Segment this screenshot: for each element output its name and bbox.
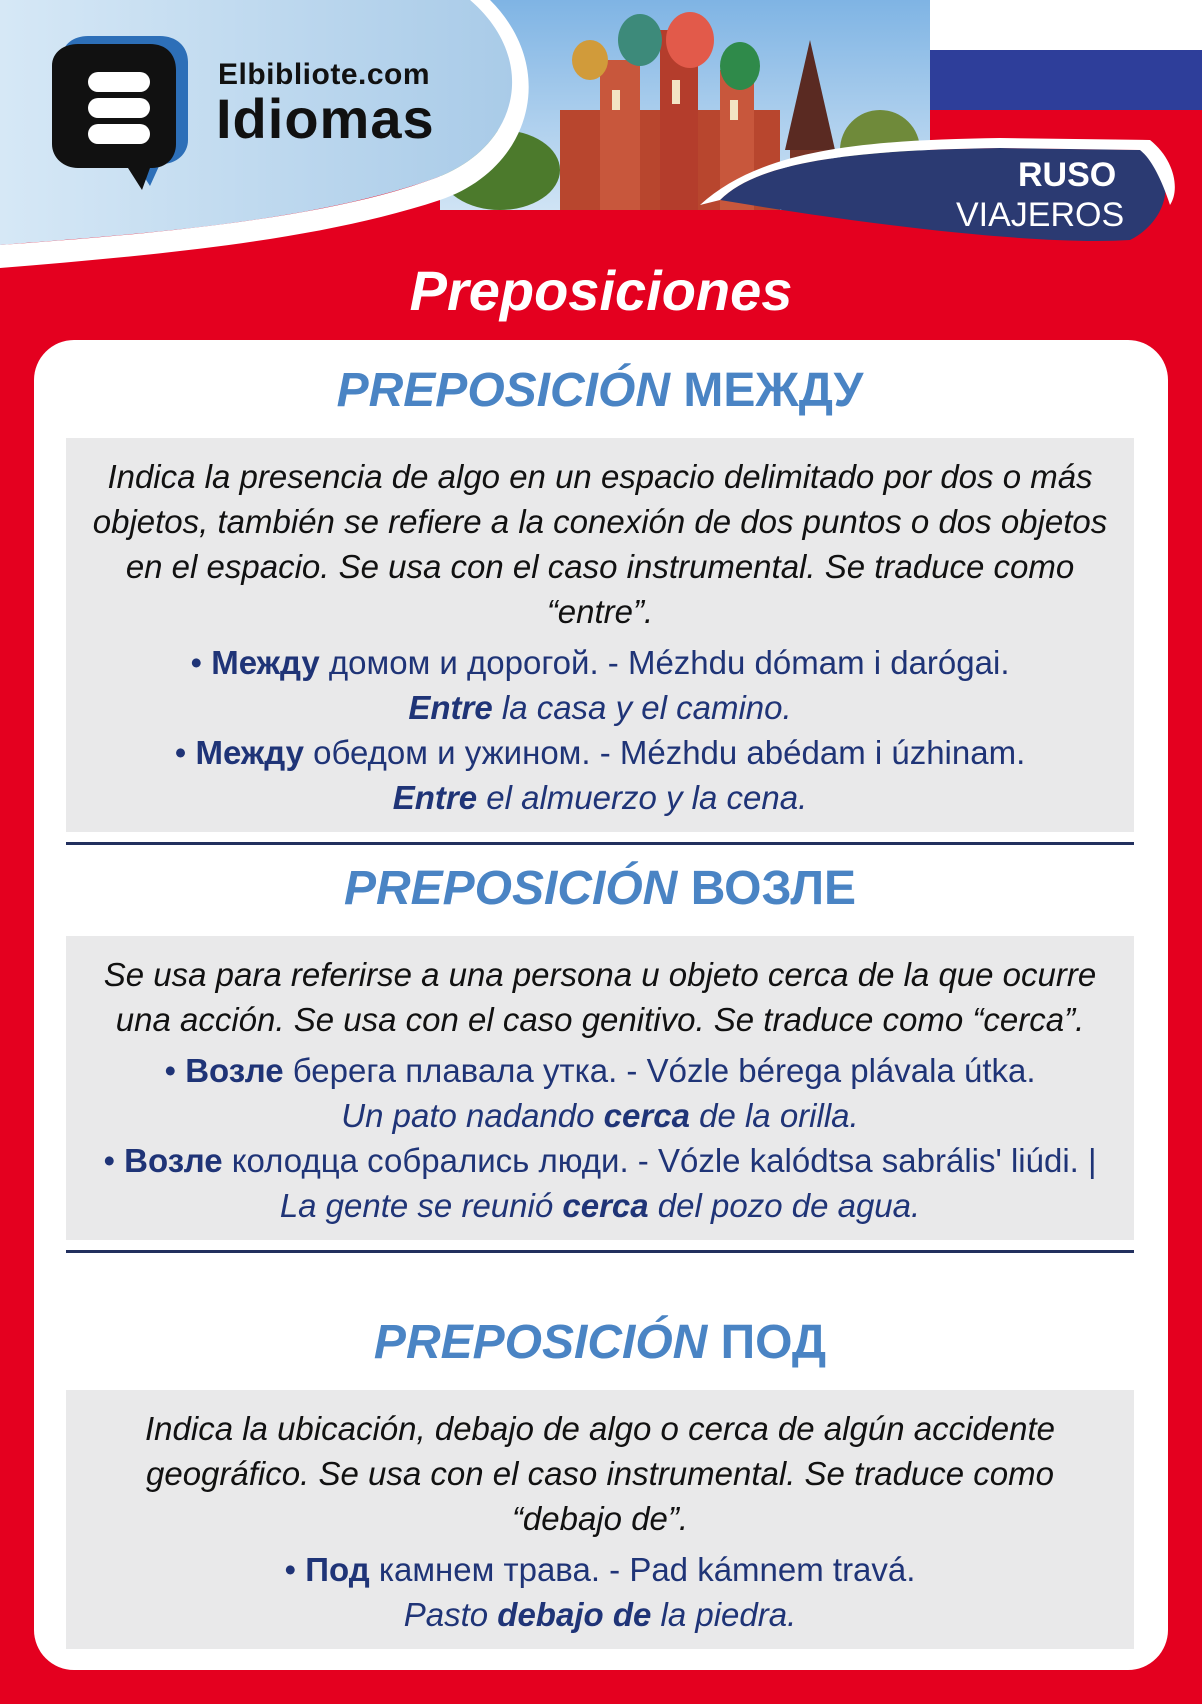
example-ru: берега плавала утка. — [292, 1052, 618, 1089]
section-label: PREPOSICIÓN — [373, 1316, 708, 1369]
translation-bold: Entre — [408, 689, 493, 726]
translation-post: del pozo de agua. — [648, 1187, 921, 1224]
section-label: PREPOSICIÓN — [336, 364, 671, 417]
example-ru: домом и дорогой. — [328, 644, 599, 681]
translation-bold: debajo de — [497, 1596, 652, 1633]
translation-post: de la orilla. — [689, 1097, 859, 1134]
bullet: • — [174, 734, 187, 771]
example-translit: Vózle kalódtsa sabrális' liúdi. | — [657, 1142, 1097, 1179]
example-ru-bold: Возле — [185, 1052, 284, 1089]
example-separator: - — [590, 734, 620, 771]
section-word: ВОЗЛЕ — [690, 862, 857, 915]
example-item — [90, 1138, 1110, 1228]
bullet: • — [164, 1052, 177, 1089]
example-item — [90, 730, 1110, 820]
example-ru-bold: Между — [211, 644, 320, 681]
section-box — [66, 936, 1134, 1240]
example-ru-bold: Между — [195, 734, 304, 771]
example-translit: Pad kámnem travá. — [629, 1551, 916, 1588]
language-tag: RUSO — [1018, 156, 1117, 194]
section-description: Indica la presencia de algo en un espacio delimitado por dos o más objetos, también se refiere a la conexión de dos puntos o dos objetos en el espacio. Se usa con el caso instrumental. Se traduce como “entre”. — [92, 458, 1108, 630]
example-separator: - — [599, 1551, 630, 1588]
section-word: ПОД — [720, 1316, 827, 1369]
section-divider — [66, 1250, 1134, 1253]
section-box — [66, 1390, 1134, 1649]
section-box — [66, 438, 1134, 832]
translation-bold: Entre — [392, 779, 478, 816]
section-title — [66, 854, 1134, 924]
example-translation — [341, 1097, 858, 1134]
example-ru: колодца собрались люди. — [231, 1142, 629, 1179]
bullet: • — [190, 644, 203, 681]
page-title: Preposiciones — [409, 259, 793, 322]
translation-bold: cerca — [603, 1097, 690, 1134]
content-card — [34, 340, 1168, 1670]
section-divider — [66, 842, 1134, 845]
section-description: Se usa para referirse a una persona u objeto cerca de la que ocurre una acción. Se usa con el caso genitivo. Se traduce como “cerca”. — [103, 956, 1097, 1038]
translation-bold: cerca — [562, 1187, 649, 1224]
example-translation — [404, 1596, 797, 1633]
example-translit: Mézhdu abédam i úzhinam. — [619, 734, 1026, 771]
example-item — [90, 1048, 1110, 1138]
translation-post: el almuerzo y la cena. — [477, 779, 808, 816]
example-item — [90, 1547, 1110, 1637]
section-mezhdu — [66, 356, 1134, 845]
example-ru: камнем трава. — [378, 1551, 600, 1588]
section-description: Indica la ubicación, debajo de algo o cerca de algún accidente geográfico. Se usa con el caso instrumental. Se traduce como “debajo de”. — [145, 1410, 1055, 1537]
section-pod — [66, 1308, 1134, 1649]
section-title — [66, 1308, 1134, 1378]
example-separator: - — [617, 1052, 647, 1089]
section-label: PREPOSICIÓN — [343, 862, 678, 915]
example-translation — [408, 689, 791, 726]
example-ru-bold: Возле — [124, 1142, 223, 1179]
logo-brand-text: Idiomas — [216, 87, 435, 150]
logo-site-text: Elbibliote.com — [218, 58, 431, 91]
bullet: • — [284, 1551, 297, 1588]
bullet: • — [103, 1142, 115, 1179]
example-translit: Mézhdu dómam i darógai. — [627, 644, 1010, 681]
example-translation — [393, 779, 808, 816]
example-translation — [280, 1187, 920, 1224]
translation-pre: Un pato nadando — [341, 1097, 604, 1134]
example-ru-bold: Под — [305, 1551, 370, 1588]
example-translit: Vózle bérega plávala útka. — [646, 1052, 1036, 1089]
example-separator: - — [598, 644, 628, 681]
translation-post: la piedra. — [651, 1596, 797, 1633]
example-ru: обедом и ужином. — [313, 734, 591, 771]
translation-pre: Pasto — [403, 1596, 498, 1633]
section-word: МЕЖДУ — [683, 364, 864, 417]
example-item — [90, 640, 1110, 730]
section-title — [66, 356, 1134, 426]
example-separator: - — [628, 1142, 658, 1179]
translation-post: la casa y el camino. — [492, 689, 792, 726]
translation-pre: La gente se reunió — [279, 1187, 563, 1224]
audience-tag: VIAJEROS — [956, 196, 1125, 234]
section-vozle — [66, 854, 1134, 1253]
header-banner — [0, 0, 1202, 270]
